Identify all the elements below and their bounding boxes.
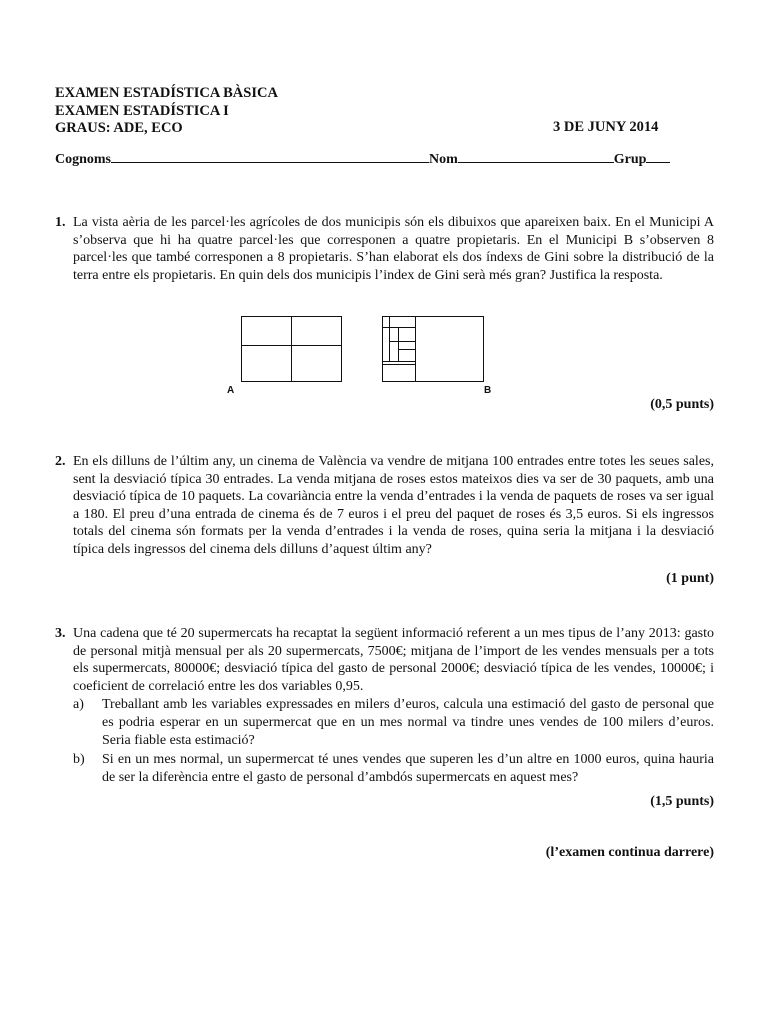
question-1-number: 1.: [55, 215, 66, 230]
municipality-a-label: A: [227, 385, 235, 396]
question-2: [55, 453, 714, 559]
question-3a: [73, 696, 714, 749]
name-blank[interactable]: [458, 150, 614, 163]
plot-b-border: [383, 317, 484, 382]
exam-date: 3 DE JUNY 2014: [553, 119, 659, 135]
name-label: Nom: [429, 152, 458, 167]
question-3-text: Una cadena que té 20 supermercats ha recaptat la següent informació referent a un mes tipus de l’any 2013: gasto de personal mitjà mensual per als 20 supermercats, 7500€; mitjana de l’import de les vendes mensuals per a tots els supermercats, 80000€; desviació típica del gasto de personal 2000€; desviació típica de les vendes, 10000€; i coeficient de correlació entre les dos variables 0,95.: [73, 626, 714, 694]
municipality-a-diagram: [241, 316, 342, 382]
question-3: [55, 625, 714, 786]
question-1: [55, 214, 714, 284]
question-3-points: (1,5 punts): [650, 794, 714, 809]
surname-label: Cognoms: [55, 152, 112, 167]
question-3b-text: Si en un mes normal, un supermercat té unes vendes que superen les d’un altre en 1000 euros, quina hauria de ser la diferència entre el gasto de personal d’ambdós supermercats en aquest mes?: [102, 752, 714, 785]
group-label: Grup: [613, 152, 647, 167]
question-2-text: En els dilluns de l’últim any, un cinema de València va vendre de mitjana 100 entrades entre totes les seues sales, sent la desviació típica 30 entrades. La venda mitjana de roses estos mateixos dies va ser de 30 paquets, amb una desviació típica de 10 paquets. La covariància entre la venda d’entrades i la venda de paquets de roses va ser igual a 180. El preu d’una entrada de cinema és de 7 euros i el preu del paquet de roses és 3,5 euros. Si els ingressos totals del cinema són formats per la venda d’entrades i la venda de roses, quina seria la mitjana i la desviació típica dels ingressos del cinema dels dilluns d’aquest últim any?: [73, 454, 714, 557]
municipality-b-label: B: [484, 385, 492, 396]
question-2-points: (1 punt): [666, 571, 714, 586]
question-3-number: 3.: [55, 626, 66, 641]
question-3b-label: b): [73, 752, 85, 768]
question-2-number: 2.: [55, 454, 66, 469]
question-1-points: (0,5 punts): [650, 397, 714, 412]
group-blank[interactable]: [646, 150, 670, 163]
question-3a-text: Treballant amb les variables expressades en milers d’euros, calcula una estimació del gasto de personal que es podria esperar en un supermercat que en un mes normal va tindre unes vendes de 100 milers d’euros. Seria fiable esta estimació?: [102, 697, 714, 748]
continues-note: (l’examen continua darrere): [545, 845, 714, 860]
question-1-text: La vista aèria de les parcel·les agrícoles de dos municipis són els dibuixos que apareixen baix. En el Municipi A s’observa que hi ha quatre parcel·les que corresponen a quatre propietaris. En el Municipi B s’observen 8 parcel·les que també corresponen a 8 propietaris. S’han elaborat els dos índexs de Gini sobre la distribució de la terra entre els propietaris. En quin dels dos municipis l’index de Gini serà més gran? Justifica la resposta.: [73, 215, 714, 283]
exam-subtitle: EXAMEN ESTADÍSTICA I: [55, 103, 229, 119]
exam-title: EXAMEN ESTADÍSTICA BÀSICA: [55, 85, 278, 101]
question-3b: [73, 751, 714, 786]
degrees-line: GRAUS: ADE, ECO: [55, 120, 183, 136]
municipality-b-diagram: [382, 316, 484, 382]
question-3a-label: a): [73, 697, 84, 713]
surname-blank[interactable]: [111, 150, 429, 163]
student-fields: [55, 150, 670, 168]
